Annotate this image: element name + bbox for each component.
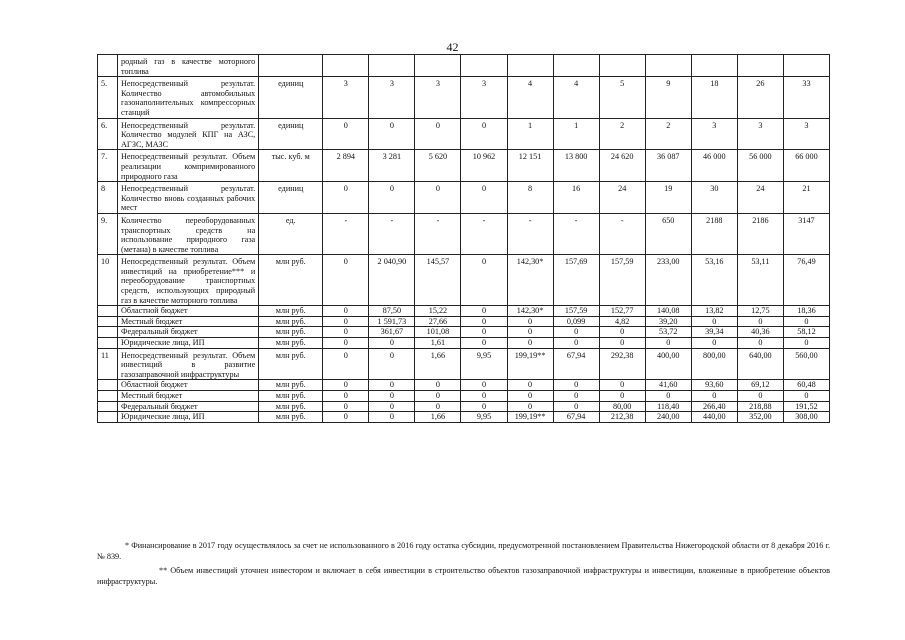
indicator-description: Местный бюджет [118, 316, 259, 327]
value-cell: 1,66 [415, 412, 461, 423]
value-cell: 9,95 [461, 412, 507, 423]
value-cell: 3147 [783, 213, 829, 254]
value-cell [507, 55, 553, 77]
value-cell: 46 000 [691, 150, 737, 182]
indicator-description: родный газ в качестве моторного топлива [118, 55, 259, 77]
value-cell: 69,12 [737, 380, 783, 391]
indicator-description: Непосредственный результат. Количество автомобильных газонаполнительных компрессорных станций [118, 77, 259, 118]
value-cell: - [415, 213, 461, 254]
row-number [98, 55, 118, 77]
value-cell: 24 [599, 182, 645, 214]
value-cell: 3 [691, 118, 737, 150]
value-cell: 0 [323, 316, 369, 327]
indicator-description: Федеральный бюджет [118, 401, 259, 412]
unit-cell: млн руб. [259, 306, 323, 317]
value-cell: 2 [599, 118, 645, 150]
value-cell: 0 [415, 182, 461, 214]
value-cell: 352,00 [737, 412, 783, 423]
indicator-description: Непосредственный результат. Объем инвестиций в развитие газозаправочной инфраструктуры [118, 348, 259, 380]
value-cell: 0 [323, 255, 369, 306]
row-number [98, 316, 118, 327]
value-cell: 0 [507, 327, 553, 338]
value-cell: 67,94 [553, 412, 599, 423]
value-cell: 0 [461, 338, 507, 349]
value-cell: 15,22 [415, 306, 461, 317]
indicator-description: Областной бюджет [118, 306, 259, 317]
value-cell: - [599, 213, 645, 254]
table-row [98, 213, 830, 254]
unit-cell: млн руб. [259, 401, 323, 412]
value-cell [783, 55, 829, 77]
indicator-description: Федеральный бюджет [118, 327, 259, 338]
value-cell: 2188 [691, 213, 737, 254]
value-cell: 142,30* [507, 306, 553, 317]
value-cell [691, 55, 737, 77]
value-cell: 39,20 [645, 316, 691, 327]
value-cell: 233,00 [645, 255, 691, 306]
indicator-description: Непосредственный результат. Количество вновь созданных рабочих мест [118, 182, 259, 214]
value-cell: 0 [369, 118, 415, 150]
value-cell: 0 [691, 391, 737, 402]
table-row [98, 255, 830, 306]
value-cell: 36 087 [645, 150, 691, 182]
value-cell: 0 [553, 391, 599, 402]
value-cell: 58,12 [783, 327, 829, 338]
value-cell: 199,19** [507, 348, 553, 380]
table-subrow [98, 306, 830, 317]
value-cell: 0 [461, 182, 507, 214]
value-cell: 0 [599, 338, 645, 349]
indicator-description: Юридические лица, ИП [118, 338, 259, 349]
indicator-description: Областной бюджет [118, 380, 259, 391]
table-row [98, 77, 830, 118]
unit-cell: млн руб. [259, 412, 323, 423]
row-number: 5. [98, 77, 118, 118]
value-cell [369, 55, 415, 77]
value-cell: 12 151 [507, 150, 553, 182]
value-cell: 24 620 [599, 150, 645, 182]
unit-cell: млн руб. [259, 391, 323, 402]
value-cell: 21 [783, 182, 829, 214]
value-cell: 191,52 [783, 401, 829, 412]
table-subrow [98, 412, 830, 423]
value-cell: 80,00 [599, 401, 645, 412]
row-number [98, 412, 118, 423]
footnote-1: * Финансирование в 2017 году осуществлялось за счет не использованного в 2016 году остатка субсидии, предусмотренной постановлением Правительства Нижегородской области от 8 декабря 2016 г. № 839. [97, 541, 830, 561]
table-subrow [98, 338, 830, 349]
value-cell: 60,48 [783, 380, 829, 391]
value-cell: 0 [645, 391, 691, 402]
table-row [98, 182, 830, 214]
value-cell [599, 55, 645, 77]
unit-cell: единиц [259, 77, 323, 118]
unit-cell: единиц [259, 182, 323, 214]
indicator-description: Количество переоборудованных транспортных средств на использование природного газа (метана) в качестве топлива [118, 213, 259, 254]
value-cell: 0 [507, 316, 553, 327]
value-cell: 53,16 [691, 255, 737, 306]
value-cell: 39,34 [691, 327, 737, 338]
value-cell [461, 55, 507, 77]
value-cell: 1,61 [415, 338, 461, 349]
value-cell: 0 [783, 316, 829, 327]
unit-cell: единиц [259, 118, 323, 150]
value-cell: 212,38 [599, 412, 645, 423]
value-cell: 640,00 [737, 348, 783, 380]
value-cell: 650 [645, 213, 691, 254]
unit-cell: ед. [259, 213, 323, 254]
value-cell: 56 000 [737, 150, 783, 182]
value-cell: 66 000 [783, 150, 829, 182]
table-subrow [98, 401, 830, 412]
unit-cell [259, 55, 323, 77]
value-cell: 0 [737, 338, 783, 349]
indicator-description: Непосредственный результат. Количество модулей КПГ на АЗС, АГЗС, МАЗС [118, 118, 259, 150]
table-row [98, 348, 830, 380]
unit-cell: тыс. куб. м [259, 150, 323, 182]
value-cell: 0 [599, 327, 645, 338]
row-number [98, 391, 118, 402]
value-cell: 361,67 [369, 327, 415, 338]
value-cell: 0 [507, 338, 553, 349]
table-subrow [98, 391, 830, 402]
value-cell: 27,66 [415, 316, 461, 327]
value-cell [737, 55, 783, 77]
value-cell: 152,77 [599, 306, 645, 317]
value-cell: 4 [553, 77, 599, 118]
table-row [98, 55, 830, 77]
value-cell: 0 [461, 255, 507, 306]
row-number: 9. [98, 213, 118, 254]
table-subrow [98, 316, 830, 327]
value-cell: 0 [691, 338, 737, 349]
value-cell: 0 [599, 391, 645, 402]
value-cell: 41,60 [645, 380, 691, 391]
value-cell: 2 040,90 [369, 255, 415, 306]
value-cell: 76,49 [783, 255, 829, 306]
value-cell: 140,08 [645, 306, 691, 317]
value-cell: 18 [691, 77, 737, 118]
value-cell: 157,59 [599, 255, 645, 306]
value-cell: 0 [599, 380, 645, 391]
value-cell: 16 [553, 182, 599, 214]
value-cell: 0 [369, 391, 415, 402]
value-cell: 2186 [737, 213, 783, 254]
value-cell: 8 [507, 182, 553, 214]
value-cell: 9 [645, 77, 691, 118]
value-cell: 0 [507, 401, 553, 412]
value-cell: 0 [553, 401, 599, 412]
value-cell: 157,59 [553, 306, 599, 317]
value-cell: 3 [737, 118, 783, 150]
value-cell: - [553, 213, 599, 254]
value-cell: 3 281 [369, 150, 415, 182]
value-cell: 87,50 [369, 306, 415, 317]
value-cell: 53,11 [737, 255, 783, 306]
value-cell: 30 [691, 182, 737, 214]
value-cell: 0 [737, 316, 783, 327]
value-cell: 240,00 [645, 412, 691, 423]
value-cell: 12,75 [737, 306, 783, 317]
value-cell: 400,00 [645, 348, 691, 380]
value-cell: 0 [461, 380, 507, 391]
value-cell: 0 [691, 316, 737, 327]
value-cell: 33 [783, 77, 829, 118]
value-cell: 24 [737, 182, 783, 214]
value-cell: 1 [507, 118, 553, 150]
value-cell: 13,82 [691, 306, 737, 317]
table-row [98, 118, 830, 150]
table-subrow [98, 380, 830, 391]
unit-cell: млн руб. [259, 348, 323, 380]
value-cell: 13 800 [553, 150, 599, 182]
indicator-description: Непосредственный результат. Объем реализации компримированного природного газа [118, 150, 259, 182]
value-cell: 3 [461, 77, 507, 118]
row-number [98, 401, 118, 412]
value-cell: 10 962 [461, 150, 507, 182]
value-cell: 0 [323, 182, 369, 214]
value-cell: 0 [461, 391, 507, 402]
value-cell: - [323, 213, 369, 254]
value-cell: 199,19** [507, 412, 553, 423]
value-cell: 292,38 [599, 348, 645, 380]
value-cell: 1 591,73 [369, 316, 415, 327]
value-cell [553, 55, 599, 77]
value-cell: 0 [415, 380, 461, 391]
value-cell: 0 [461, 316, 507, 327]
value-cell: 18,36 [783, 306, 829, 317]
value-cell: 67,94 [553, 348, 599, 380]
value-cell: 5 620 [415, 150, 461, 182]
value-cell: 0 [369, 348, 415, 380]
row-number: 7. [98, 150, 118, 182]
unit-cell: млн руб. [259, 316, 323, 327]
value-cell: 40,36 [737, 327, 783, 338]
value-cell: 0,099 [553, 316, 599, 327]
value-cell: 0 [369, 412, 415, 423]
value-cell: 0 [415, 118, 461, 150]
table-row [98, 150, 830, 182]
table-body [98, 55, 830, 423]
unit-cell: млн руб. [259, 380, 323, 391]
row-number [98, 306, 118, 317]
value-cell: 1 [553, 118, 599, 150]
value-cell: 26 [737, 77, 783, 118]
value-cell: 3 [783, 118, 829, 150]
table-subrow [98, 327, 830, 338]
value-cell: 0 [323, 348, 369, 380]
value-cell: 560,00 [783, 348, 829, 380]
value-cell: 0 [415, 401, 461, 412]
value-cell: 2 894 [323, 150, 369, 182]
value-cell: 0 [369, 182, 415, 214]
value-cell: 0 [415, 391, 461, 402]
value-cell: 440,00 [691, 412, 737, 423]
indicator-description: Юридические лица, ИП [118, 412, 259, 423]
value-cell: 0 [369, 401, 415, 412]
value-cell: 5 [599, 77, 645, 118]
row-number [98, 327, 118, 338]
unit-cell: млн руб. [259, 255, 323, 306]
value-cell: 93,60 [691, 380, 737, 391]
value-cell: - [461, 213, 507, 254]
footnotes [97, 540, 830, 587]
row-number: 6. [98, 118, 118, 150]
value-cell: 0 [553, 327, 599, 338]
value-cell: 0 [369, 380, 415, 391]
value-cell: 0 [461, 327, 507, 338]
value-cell: 142,30* [507, 255, 553, 306]
value-cell: 3 [415, 77, 461, 118]
value-cell: 0 [737, 391, 783, 402]
row-number: 10 [98, 255, 118, 306]
value-cell: 19 [645, 182, 691, 214]
value-cell: 0 [323, 118, 369, 150]
row-number: 11 [98, 348, 118, 380]
row-number: 8 [98, 182, 118, 214]
value-cell: 1,66 [415, 348, 461, 380]
value-cell: 0 [783, 391, 829, 402]
value-cell: - [369, 213, 415, 254]
value-cell: 0 [323, 338, 369, 349]
value-cell: 0 [783, 338, 829, 349]
value-cell: 9,95 [461, 348, 507, 380]
value-cell: 0 [553, 380, 599, 391]
row-number [98, 380, 118, 391]
value-cell: 800,00 [691, 348, 737, 380]
value-cell: 0 [507, 380, 553, 391]
value-cell: 266,40 [691, 401, 737, 412]
indicators-table [97, 54, 830, 423]
value-cell: 4,82 [599, 316, 645, 327]
value-cell: 0 [461, 401, 507, 412]
value-cell: 118,40 [645, 401, 691, 412]
value-cell: 0 [323, 391, 369, 402]
value-cell: 0 [369, 338, 415, 349]
indicator-description: Местный бюджет [118, 391, 259, 402]
value-cell: 0 [553, 338, 599, 349]
value-cell: 0 [461, 306, 507, 317]
value-cell: 218,88 [737, 401, 783, 412]
value-cell: 3 [369, 77, 415, 118]
value-cell [323, 55, 369, 77]
page-number: 42 [446, 40, 459, 54]
value-cell: 308,00 [783, 412, 829, 423]
value-cell: 3 [323, 77, 369, 118]
indicator-description: Непосредственный результат. Объем инвестиций на приобретение*** и переоборудование транспортных средств, использующих природный газ в качестве моторного топлива [118, 255, 259, 306]
value-cell: 145,57 [415, 255, 461, 306]
value-cell: 0 [323, 306, 369, 317]
value-cell: 157,69 [553, 255, 599, 306]
value-cell: 0 [507, 391, 553, 402]
row-number [98, 338, 118, 349]
unit-cell: млн руб. [259, 338, 323, 349]
footnote-2: ** Объем инвестиций уточнен инвестором и включает в себя инвестиции в строительство объектов газозаправочной инфраструктуры и инвестиции, вложенные в приобретение объектов инфраструктуры. [97, 566, 830, 586]
value-cell: 0 [323, 401, 369, 412]
value-cell: 0 [323, 380, 369, 391]
value-cell: 53,72 [645, 327, 691, 338]
value-cell: 2 [645, 118, 691, 150]
value-cell: - [507, 213, 553, 254]
value-cell: 0 [461, 118, 507, 150]
value-cell: 101,08 [415, 327, 461, 338]
value-cell [415, 55, 461, 77]
value-cell [645, 55, 691, 77]
value-cell: 4 [507, 77, 553, 118]
value-cell: 0 [645, 338, 691, 349]
unit-cell: млн руб. [259, 327, 323, 338]
value-cell: 0 [323, 412, 369, 423]
value-cell: 0 [323, 327, 369, 338]
